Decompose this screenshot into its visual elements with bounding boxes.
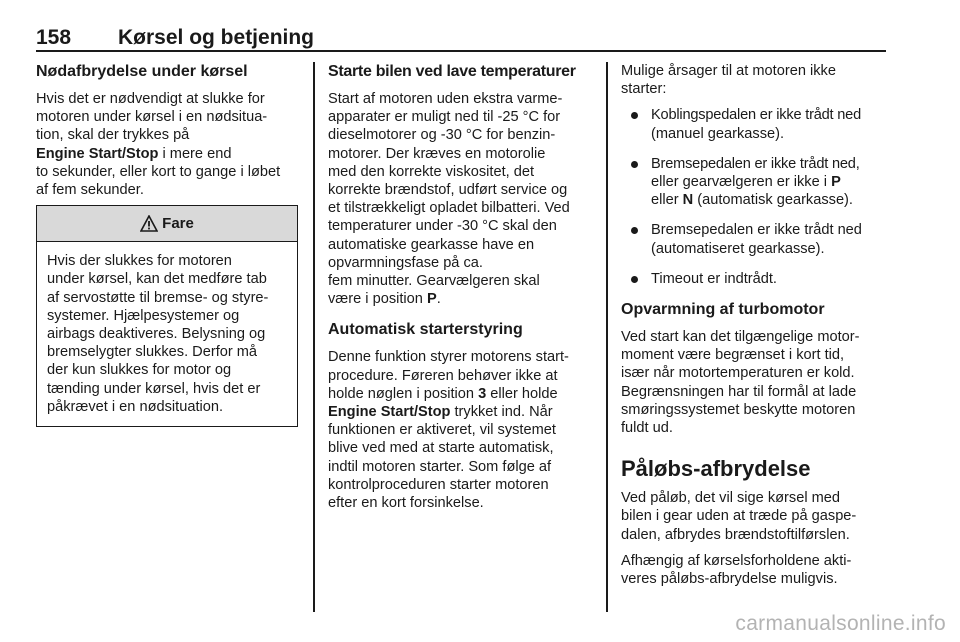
turbo-warmup-paragraph <box>621 328 887 437</box>
text-fragment: eller gearvælgeren er ikke i <box>651 174 832 191</box>
emergency-stop-paragraph <box>36 90 300 199</box>
text-fragment: holde nøglen i position <box>328 385 479 402</box>
column-divider-1 <box>313 62 315 612</box>
list-item <box>621 270 887 288</box>
text-line: der kun slukkes for motor og <box>47 362 232 379</box>
bullet-dot-icon <box>631 227 638 234</box>
section-heading-emergency-stop: Nødafbrydelse under kørsel <box>36 63 248 80</box>
text-line: blive ved med at starte automatisk, <box>328 440 554 457</box>
warning-triangle-icon <box>140 215 158 232</box>
text-fragment: . <box>436 291 441 308</box>
text-line: starter: <box>621 81 667 98</box>
column-1 <box>36 62 300 427</box>
text-line: af fem sekunder. <box>36 182 144 199</box>
text-line: motorer. Der kræves en motorolie <box>328 145 546 162</box>
text-line: systemer. Hjælpesystemer og <box>47 307 240 324</box>
text-line: fem minutter. Gearvælgeren skal <box>328 273 540 290</box>
text-line: airbags deaktiveres. Belysning og <box>47 326 266 343</box>
text-line: efter en kort forsinkelse. <box>328 495 484 512</box>
text-line: Hvis der slukkes for motoren <box>47 253 232 270</box>
text-line: apparater er muligt ned til -25 °C for <box>328 109 561 126</box>
bullet-dot-icon <box>631 276 638 283</box>
text-line: dalen, afbrydes brændstoftilførslen. <box>621 526 850 543</box>
text-fragment: være i position <box>328 291 427 308</box>
text-line: bilen i gear uden at træde på gaspe- <box>621 508 857 525</box>
text-line: moment være begrænset i kort tid, <box>621 347 845 364</box>
text-line: med den korrekte viskositet, det <box>328 163 535 180</box>
bullet-dot-icon <box>631 161 638 168</box>
text-line: Begrænsningen har til formål at lade <box>621 383 857 400</box>
warning-text <box>47 252 289 416</box>
text-line <box>651 173 887 191</box>
text-line: indtil motoren starter. Som følge af <box>328 458 552 475</box>
text-line: (manuel gearkasse). <box>651 125 785 142</box>
causes-intro <box>621 62 887 98</box>
text-fragment: i mere end <box>158 145 232 162</box>
text-line: korrekte brændstof, udført service og <box>328 182 568 199</box>
column-divider-2 <box>606 62 608 612</box>
gear-position-p: P <box>831 174 841 191</box>
text-line: påkrævet i en nødsituation. <box>47 398 224 415</box>
text-line: bremselygter slukkes. Derfor må <box>47 344 258 361</box>
text-line: Bremsepedalen er ikke trådt ned <box>651 222 862 239</box>
text-line: tænding under kørsel, hvis det er <box>47 380 261 397</box>
text-line: temperaturer under -30 °C skal den <box>328 218 557 235</box>
text-line: Bremsepedalen er ikke trådt ned, <box>651 155 860 172</box>
text-fragment: eller <box>651 192 683 209</box>
text-line: under kørsel, kan det medføre tab <box>47 271 267 288</box>
chapter-title: Kørsel og betjening <box>118 26 315 49</box>
text-line: af servostøtte til bremse- og styre- <box>47 289 269 306</box>
list-item <box>621 106 887 142</box>
cold-start-paragraph <box>328 90 594 308</box>
text-line: smøringssystemet beskytte motoren <box>621 401 856 418</box>
text-line: fuldt ud. <box>621 420 673 437</box>
text-line: et tilstrækkeligt opladet bilbatteri. Ved <box>328 200 570 217</box>
text-line: tion, skal der trykkes på <box>36 127 190 144</box>
gear-position-p: P <box>426 291 437 308</box>
warning-header <box>37 206 297 242</box>
gear-position-n: N <box>682 192 694 209</box>
text-line <box>328 290 594 308</box>
text-line: funktionen er aktiveret, vil systemet <box>328 422 556 439</box>
text-line: Koblingspedalen er ikke trådt ned <box>651 107 862 124</box>
page-header <box>36 26 886 52</box>
causes-list <box>621 106 887 288</box>
text-line <box>328 403 594 421</box>
text-line: automatiske gearkasse have en <box>328 236 535 253</box>
text-line: især når motortemperaturen er kold. <box>621 365 855 382</box>
danger-warning-box <box>36 205 298 427</box>
text-line: Afhængig af kørselsforholdene akti- <box>621 552 852 569</box>
text-line: opvarmningsfase på ca. <box>328 254 483 271</box>
warning-body <box>37 242 297 426</box>
list-item <box>621 155 887 210</box>
header-rule <box>36 50 886 52</box>
text-line <box>651 191 887 209</box>
section-heading-overrun-cutoff: Påløbs-afbrydelse <box>621 456 811 482</box>
text-line <box>36 145 300 163</box>
text-fragment: (automatisk gearkasse). <box>693 192 853 209</box>
overrun-paragraph-2 <box>621 552 887 588</box>
text-fragment: eller holde <box>486 385 558 402</box>
text-line <box>328 385 594 403</box>
text-line: Hvis det er nødvendigt at slukke for <box>36 91 265 107</box>
section-heading-cold-start: Starte bilen ved lave temperaturer <box>328 63 576 80</box>
text-line: Start af motoren uden ekstra varme- <box>328 91 563 107</box>
key-position-3: 3 <box>478 385 487 402</box>
text-line: kontrolproceduren starter motoren <box>328 476 549 493</box>
text-line: (automatiseret gearkasse). <box>651 240 825 257</box>
text-line: Timeout er indtrådt. <box>651 270 777 287</box>
list-item <box>621 221 887 257</box>
engine-start-stop-label: Engine Start/Stop <box>328 404 451 421</box>
text-line: motoren under kørsel i en nødsitua- <box>36 109 268 126</box>
warning-title: Fare <box>162 215 194 233</box>
overrun-paragraph <box>621 489 887 544</box>
column-2 <box>328 62 594 520</box>
bullet-dot-icon <box>631 112 638 119</box>
text-line: Denne funktion styrer motorens start- <box>328 349 569 366</box>
text-line: Mulige årsager til at motoren ikke <box>621 63 836 79</box>
page-number: 158 <box>36 26 72 49</box>
section-heading-auto-starter: Automatisk starterstyring <box>328 321 523 339</box>
watermark: carmanualsonline.info <box>735 612 946 635</box>
column-3 <box>621 62 887 596</box>
text-line: procedure. Føreren behøver ikke at <box>328 367 558 384</box>
text-line: dieselmotorer og -30 °C for benzin- <box>328 127 556 144</box>
text-line: Ved påløb, det vil sige kørsel med <box>621 490 841 507</box>
text-line: Ved start kan det tilgængelige motor- <box>621 329 860 346</box>
auto-starter-paragraph <box>328 348 594 512</box>
text-fragment: trykket ind. Når <box>450 404 553 421</box>
engine-start-stop-label: Engine Start/Stop <box>36 145 159 162</box>
section-heading-turbo-warmup: Opvarmning af turbomotor <box>621 301 825 319</box>
text-line: to sekunder, eller kort to gange i løbet <box>36 163 281 180</box>
text-line: veres påløbs-afbrydelse muligvis. <box>621 571 838 588</box>
